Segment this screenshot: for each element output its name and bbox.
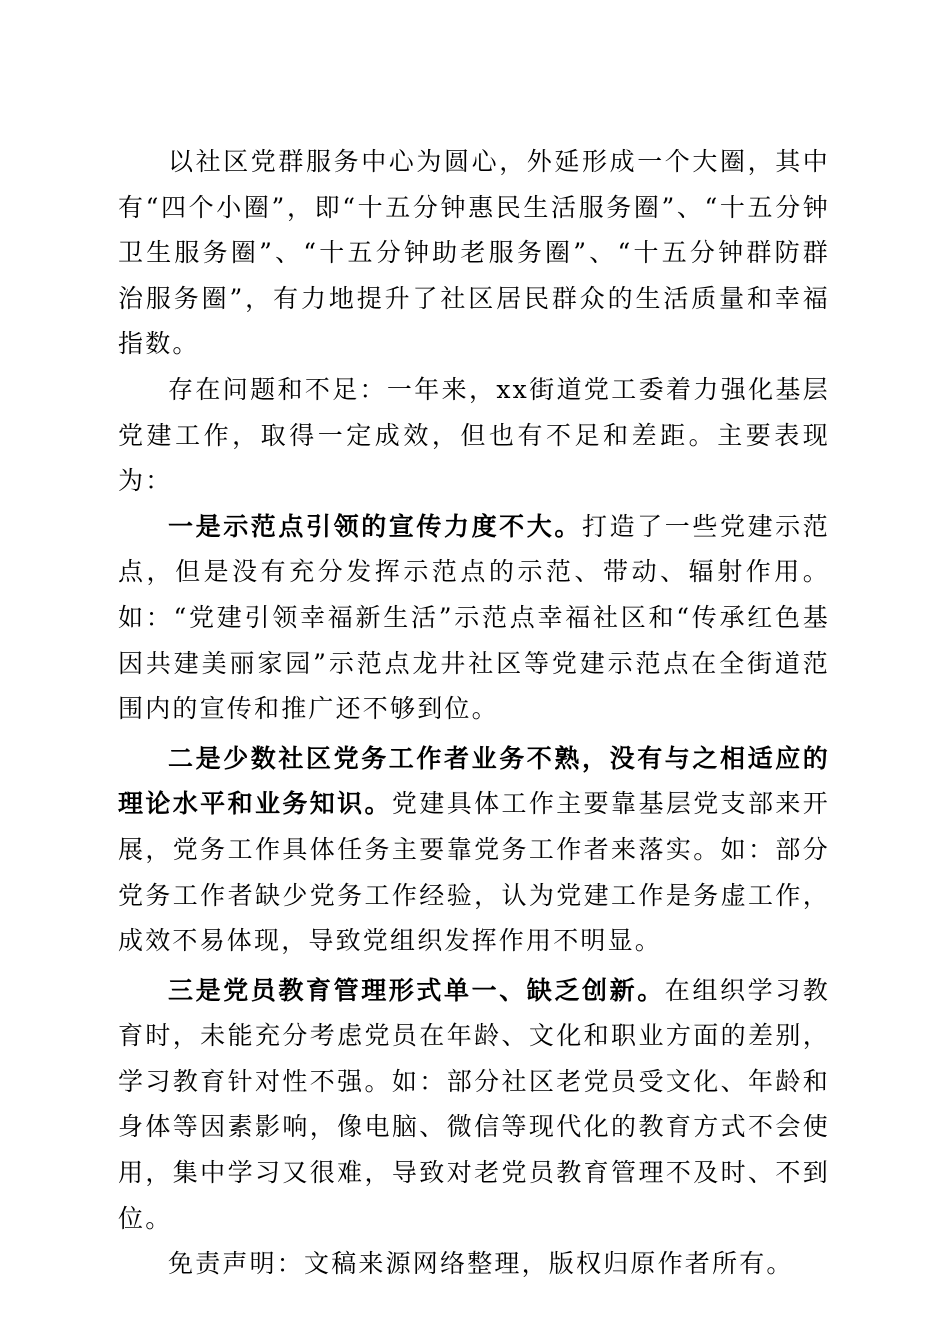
paragraph-lead: 三是党员教育管理形式单一、缺乏创新。 [168,975,665,1005]
paragraph-problem-one [118,504,830,732]
paragraph-lead: 二是少数社区党务工作者业务不熟，没有与之相适应的理论水平和业务知识。 [118,743,830,819]
paragraph-text: 在组织学习教育时，未能充分考虑党员在年龄、文化和职业方面的差别，学习教育针对性不强。如：部分社区老党员受文化、年龄和身体等因素影响，像电脑、微信等现代化的教育方式不会使用，集中学习又很难，导致对老党员教育管理不及时、不到位。 [118,975,830,1233]
paragraph-text: 打造了一些党建示范点，但是没有充分发挥示范点的示范、带动、辐射作用。如：“党建引领幸福新生活”示范点幸福社区和“传承红色基因共建美丽家园”示范点龙井社区等党建示范点在全街道范围内的宣传和推广还不够到位。 [118,511,830,724]
paragraph-problem-two [118,736,830,964]
paragraph-lead: 一是示范点引领的宣传力度不大。 [168,511,582,541]
paragraph-text: 以社区党群服务中心为圆心，外延形成一个大圈，其中有“四个小圈”，即“十五分钟惠民生活服务圈”、“十五分钟卫生服务圈”、“十五分钟助老服务圈”、“十五分钟群防群治服务圈”，有力地提升了社区居民群众的生活质量和幸福指数。 [118,147,830,359]
document-page [118,139,830,1287]
paragraph-problems-intro [118,367,830,504]
paragraph-text: 免责声明：文稿来源网络整理，版权归原作者所有。 [168,1249,794,1279]
paragraph-service-circles [118,139,830,367]
paragraph-problem-three [118,968,830,1242]
paragraph-text: 党建具体工作主要靠基层党支部来开展，党务工作具体任务主要靠党务工作者来落实。如：部分党务工作者缺少党务工作经验，认为党建工作是务虚工作，成效不易体现，导致党组织发挥作用不明显。 [118,789,830,956]
paragraph-disclaimer [118,1241,830,1287]
paragraph-text: 存在问题和不足：一年来，xx街道党工委着力强化基层党建工作，取得一定成效，但也有不足和差距。主要表现为： [118,374,830,496]
